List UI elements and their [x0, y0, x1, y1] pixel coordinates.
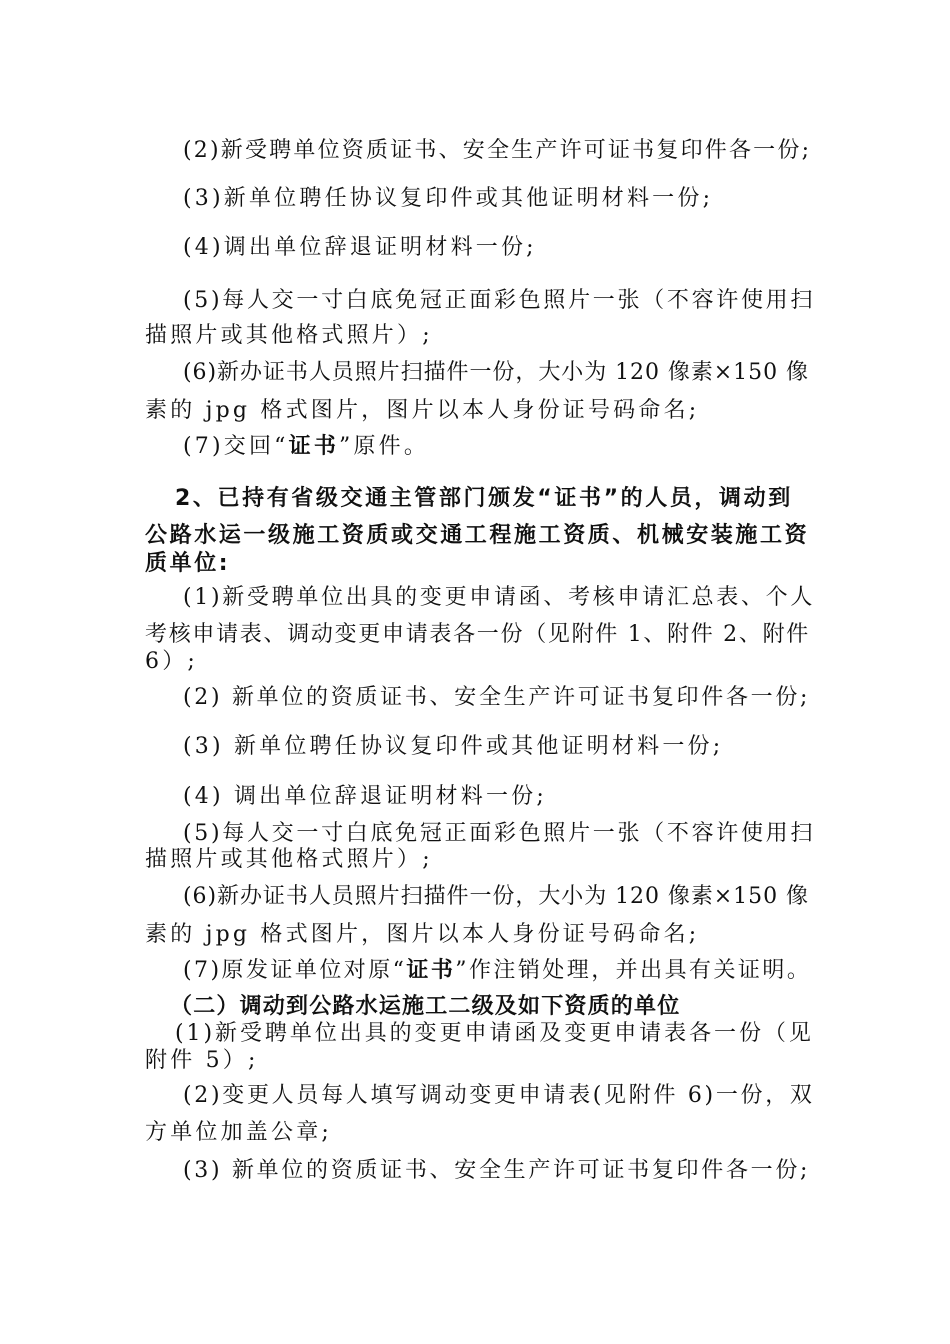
s2-item-1-line2: 考核申请表、调动变更申请表各一份（见附件 1、附件 2、附件: [145, 622, 810, 647]
section-2-heading-line3: 质单位:: [145, 551, 231, 576]
s2-item-7-post: ”作注销处理，并出具有关证明。: [455, 958, 812, 983]
s2-item-6-line2: 素的 jpg 格式图片，图片以本人身份证号码命名;: [145, 922, 700, 947]
item-7-pre: (7)交回“: [183, 434, 289, 459]
s2-item-4: (4) 调出单位辞退证明材料一份;: [183, 784, 547, 809]
s2-item-6-line1: (6)新办证书人员照片扫描件一份，大小为 120 像素×150 像: [183, 884, 809, 909]
certificate-keyword: 证书: [406, 958, 456, 983]
s3-item-2-line2: 方单位加盖公章;: [145, 1120, 333, 1145]
s2-item-2: (2) 新单位的资质证书、安全生产许可证书复印件各一份;: [183, 685, 811, 710]
s2-item-7: [183, 957, 811, 985]
item-7-post: ”原件。: [339, 434, 430, 459]
certificate-keyword: 证书: [288, 434, 340, 459]
item-6-scan-line1: (6)新办证书人员照片扫描件一份，大小为 120 像素×150 像: [183, 360, 809, 385]
s3-item-1-line1: (1)新受聘单位出具的变更申请函及变更申请表各一份（见: [175, 1021, 814, 1046]
section-er-heading: （二）调动到公路水运施工二级及如下资质的单位: [170, 994, 681, 1019]
s2-item-7-pre: (7)原发证单位对原“: [183, 958, 407, 983]
item-5-photo-line2: 描照片或其他格式照片）;: [145, 323, 433, 348]
section-2-heading-line1: 2、已持有省级交通主管部门颁发“证书”的人员，调动到: [175, 486, 793, 511]
s3-item-3: (3) 新单位的资质证书、安全生产许可证书复印件各一份;: [183, 1158, 811, 1183]
item-6-scan-line2: 素的 jpg 格式图片，图片以本人身份证号码命名;: [145, 398, 700, 423]
s2-item-5-line2: 描照片或其他格式照片）;: [145, 847, 433, 872]
item-2-qualification-copies: (2)新受聘单位资质证书、安全生产许可证书复印件各一份;: [183, 138, 812, 163]
item-5-photo-line1: (5)每人交一寸白底免冠正面彩色照片一张（不容许使用扫: [183, 288, 816, 313]
item-7-return-certificate: [183, 433, 429, 461]
item-4-dismissal-proof: (4)调出单位辞退证明材料一份;: [183, 235, 537, 260]
s2-item-1-line3: 6）;: [145, 649, 199, 674]
s3-item-2-line1: (2)变更人员每人填写调动变更申请表(见附件 6)一份，双: [183, 1083, 815, 1108]
s3-item-1-line2: 附件 5）;: [145, 1048, 259, 1073]
item-3-employment-agreement: (3)新单位聘任协议复印件或其他证明材料一份;: [183, 186, 714, 211]
s2-item-5-line1: (5)每人交一寸白底免冠正面彩色照片一张（不容许使用扫: [183, 821, 816, 846]
s2-item-1-line1: (1)新受聘单位出具的变更申请函、考核申请汇总表、个人: [183, 585, 816, 610]
s2-item-3: (3) 新单位聘任协议复印件或其他证明材料一份;: [183, 734, 724, 759]
section-2-heading-line2: 公路水运一级施工资质或交通工程施工资质、机械安装施工资: [145, 523, 810, 548]
